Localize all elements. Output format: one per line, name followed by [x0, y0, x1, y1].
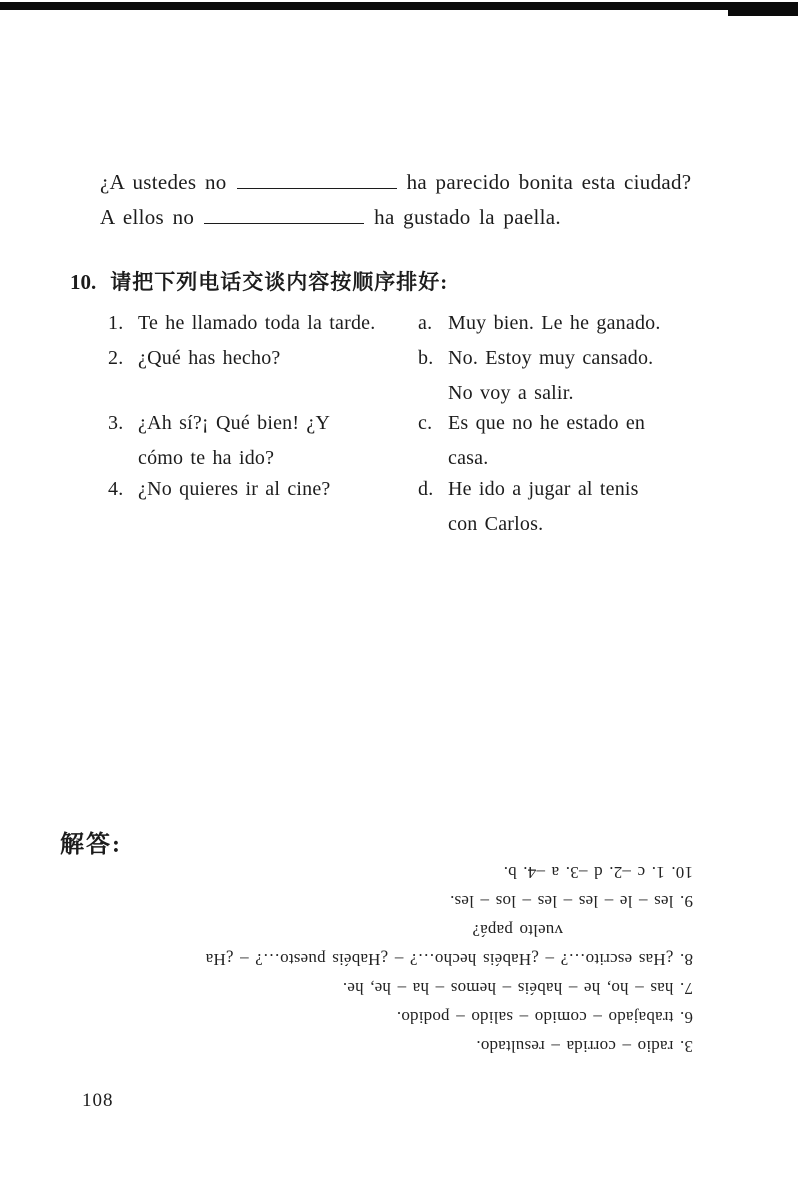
item-text-line: No voy a salir.: [448, 382, 574, 404]
fill-sentence-1-post: ha parecido bonita esta ciudad?: [406, 170, 692, 194]
answers-heading: 解答:: [60, 832, 122, 858]
item-text-line: con Carlos.: [448, 513, 544, 535]
match-right-item-d: [418, 472, 639, 542]
page-number: 108: [82, 1090, 114, 1111]
fill-blank-1: [237, 187, 397, 189]
scan-artifact-band: [0, 2, 798, 10]
answer-line: 6. trabajado – comido – salido – podido.: [396, 1008, 693, 1027]
fill-sentence-1: [100, 170, 691, 195]
match-left-item-1: [108, 306, 375, 341]
item-text-line: Muy bien. Le he ganado.: [448, 312, 661, 334]
answer-line-continuation: vuelto papá?: [472, 921, 563, 940]
match-right-item-a: [418, 306, 661, 341]
match-right-item-c: [418, 406, 645, 476]
match-left-item-2: [108, 341, 281, 376]
exercise-instruction: 请把下列电话交谈内容按顺序排好:: [110, 270, 449, 294]
fill-sentence-1-pre: ¿A ustedes no: [100, 170, 227, 194]
fill-sentence-2-post: ha gustado la paella.: [374, 205, 561, 229]
item-marker: c.: [418, 412, 433, 434]
exercise-number: 10.: [70, 270, 97, 294]
item-marker: 4.: [108, 478, 124, 500]
item-text-line: casa.: [448, 447, 489, 469]
match-left-item-3: [108, 406, 330, 476]
fill-sentence-2: [100, 205, 561, 230]
answer-line: 9. les – le – les – les – los – les.: [449, 892, 693, 911]
item-text-line: cómo te ha ido?: [138, 447, 275, 469]
answer-key-upside-down: [65, 858, 693, 1061]
exercise-10-header: [70, 266, 448, 296]
answer-line: 8. ¿Has escrito…? – ¿Habéis hecho…? – ¿Habéis puesto…? – ¿Ha: [205, 950, 693, 969]
item-text-line: ¿Ah sí?¡ Qué bien! ¿Y: [138, 412, 331, 434]
match-right-item-b: [418, 341, 653, 411]
item-marker: 3.: [108, 412, 124, 434]
item-marker: d.: [418, 478, 434, 500]
fill-sentence-2-pre: A ellos no: [100, 205, 195, 229]
item-marker: a.: [418, 312, 433, 334]
item-text-line: ¿No quieres ir al cine?: [138, 478, 331, 500]
fill-blank-2: [204, 222, 364, 224]
answer-line: 3. radio – corrida – resultado.: [476, 1037, 693, 1056]
item-text-line: Te he llamado toda la tarde.: [138, 312, 376, 334]
item-text-line: He ido a jugar al tenis: [448, 478, 639, 500]
item-marker: b.: [418, 347, 434, 369]
answer-line: 7. has – ho, he – habéis – hemos – ha – he, he.: [342, 979, 693, 998]
item-text-line: ¿Qué has hecho?: [138, 347, 281, 369]
match-left-item-4: [108, 472, 331, 507]
item-marker: 2.: [108, 347, 124, 369]
answer-line: 10. 1. c –2. d –3. a –4. b.: [503, 863, 693, 882]
item-text-line: No. Estoy muy cansado.: [448, 347, 654, 369]
item-text-line: Es que no he estado en: [448, 412, 646, 434]
item-marker: 1.: [108, 312, 124, 334]
